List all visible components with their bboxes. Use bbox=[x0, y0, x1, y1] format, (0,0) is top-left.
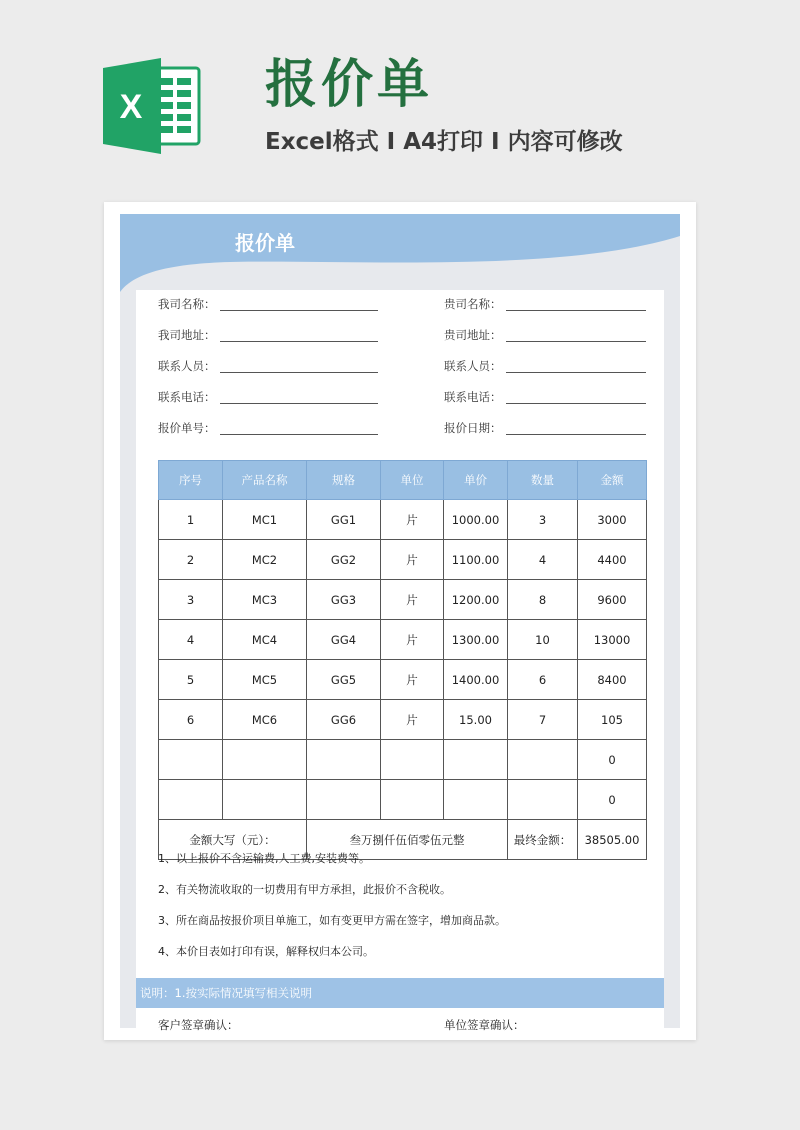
cell-spec[interactable]: GG4 bbox=[307, 620, 381, 660]
table-header-row bbox=[159, 461, 647, 500]
info-line[interactable] bbox=[220, 310, 378, 311]
header-amount: 金额 bbox=[578, 461, 647, 500]
cell-product[interactable]: MC1 bbox=[223, 500, 307, 540]
cell-price[interactable] bbox=[444, 740, 508, 780]
cell-amount[interactable]: 4400 bbox=[578, 540, 647, 580]
cell-price[interactable]: 1100.00 bbox=[444, 540, 508, 580]
remark-text[interactable]: 说明：1.按实际情况填写相关说明 bbox=[140, 986, 312, 1000]
page-subtitle: Excel格式 I A4打印 I 内容可修改 bbox=[265, 129, 623, 155]
info-label: 联系电话： bbox=[158, 390, 216, 404]
table-row bbox=[159, 780, 647, 820]
logo-letter: X bbox=[119, 88, 143, 126]
notes-list bbox=[158, 852, 506, 976]
table-row bbox=[159, 700, 647, 740]
table-row bbox=[159, 500, 647, 540]
table-row bbox=[159, 620, 647, 660]
note-item: 2、有关物流收取的一切费用有甲方承担，此报价不含税收。 bbox=[158, 883, 451, 896]
info-line[interactable] bbox=[506, 434, 646, 435]
header-unit: 单位 bbox=[381, 461, 444, 500]
info-label: 我司地址： bbox=[158, 328, 216, 342]
cell-index[interactable]: 5 bbox=[159, 660, 223, 700]
cell-index[interactable]: 1 bbox=[159, 500, 223, 540]
document-title: 报价单 bbox=[235, 231, 295, 255]
note-item: 3、所在商品按报价项目单施工，如有变更甲方需在签字，增加商品款。 bbox=[158, 914, 506, 927]
table-row bbox=[159, 540, 647, 580]
cell-product[interactable] bbox=[223, 780, 307, 820]
cell-quantity[interactable] bbox=[508, 780, 578, 820]
total-label: 金额大写（元）： bbox=[159, 820, 307, 860]
note-item: 1、以上报价不含运输费,人工费,安装费等。 bbox=[158, 852, 370, 865]
company-signature-label: 单位签章确认： bbox=[444, 1018, 525, 1032]
cell-price[interactable]: 1300.00 bbox=[444, 620, 508, 660]
info-line[interactable] bbox=[506, 403, 646, 404]
cell-spec[interactable]: GG6 bbox=[307, 700, 381, 740]
cell-amount[interactable]: 8400 bbox=[578, 660, 647, 700]
cell-spec[interactable]: GG2 bbox=[307, 540, 381, 580]
final-amount-label: 最终金额： bbox=[508, 820, 578, 860]
document-sheet bbox=[104, 202, 696, 1040]
header-spec: 规格 bbox=[307, 461, 381, 500]
info-line[interactable] bbox=[506, 372, 646, 373]
table-row bbox=[159, 740, 647, 780]
cell-product[interactable]: MC6 bbox=[223, 700, 307, 740]
info-line[interactable] bbox=[506, 341, 646, 342]
cell-price[interactable]: 1200.00 bbox=[444, 580, 508, 620]
header-price: 单价 bbox=[444, 461, 508, 500]
cell-quantity[interactable]: 3 bbox=[508, 500, 578, 540]
info-label: 联系人员： bbox=[158, 359, 216, 373]
cell-amount[interactable]: 0 bbox=[578, 780, 647, 820]
info-line[interactable] bbox=[220, 403, 378, 404]
cell-quantity[interactable]: 10 bbox=[508, 620, 578, 660]
table-row bbox=[159, 580, 647, 620]
document-frame bbox=[120, 214, 680, 1032]
info-line[interactable] bbox=[220, 341, 378, 342]
header-product: 产品名称 bbox=[223, 461, 307, 500]
cell-index[interactable]: 3 bbox=[159, 580, 223, 620]
cell-amount[interactable]: 9600 bbox=[578, 580, 647, 620]
page-title: 报价单 bbox=[265, 55, 434, 115]
cell-amount[interactable]: 13000 bbox=[578, 620, 647, 660]
info-label: 联系电话： bbox=[444, 390, 502, 404]
cell-spec[interactable]: GG5 bbox=[307, 660, 381, 700]
cell-spec[interactable]: GG3 bbox=[307, 580, 381, 620]
cell-unit[interactable]: 片 bbox=[381, 620, 444, 660]
info-line[interactable] bbox=[220, 372, 378, 373]
quote-table bbox=[158, 460, 647, 860]
header-quantity: 数量 bbox=[508, 461, 578, 500]
cell-amount[interactable]: 0 bbox=[578, 740, 647, 780]
info-label: 贵司名称： bbox=[444, 297, 502, 311]
cell-product[interactable]: MC3 bbox=[223, 580, 307, 620]
remark-bar bbox=[136, 978, 664, 1008]
cell-index[interactable] bbox=[159, 780, 223, 820]
info-label: 报价日期： bbox=[444, 421, 502, 435]
cell-price[interactable]: 1000.00 bbox=[444, 500, 508, 540]
cell-product[interactable]: MC4 bbox=[223, 620, 307, 660]
cell-price[interactable]: 15.00 bbox=[444, 700, 508, 740]
cell-unit[interactable]: 片 bbox=[381, 700, 444, 740]
cell-unit[interactable] bbox=[381, 780, 444, 820]
info-label: 贵司地址： bbox=[444, 328, 502, 342]
info-line[interactable] bbox=[506, 310, 646, 311]
cell-index[interactable]: 2 bbox=[159, 540, 223, 580]
table-row bbox=[159, 660, 647, 700]
cell-quantity[interactable]: 4 bbox=[508, 540, 578, 580]
cell-price[interactable]: 1400.00 bbox=[444, 660, 508, 700]
cell-spec[interactable] bbox=[307, 780, 381, 820]
cell-unit[interactable]: 片 bbox=[381, 580, 444, 620]
cell-price[interactable] bbox=[444, 780, 508, 820]
header-index: 序号 bbox=[159, 461, 223, 500]
cell-spec[interactable]: GG1 bbox=[307, 500, 381, 540]
cell-unit[interactable]: 片 bbox=[381, 540, 444, 580]
cell-product[interactable]: MC5 bbox=[223, 660, 307, 700]
excel-logo-icon bbox=[103, 58, 203, 154]
cell-quantity[interactable]: 6 bbox=[508, 660, 578, 700]
cell-amount[interactable]: 3000 bbox=[578, 500, 647, 540]
cell-quantity[interactable]: 8 bbox=[508, 580, 578, 620]
document-content bbox=[136, 290, 664, 1028]
cell-index[interactable]: 4 bbox=[159, 620, 223, 660]
final-amount-value[interactable]: 38505.00 bbox=[578, 820, 647, 860]
cell-unit[interactable]: 片 bbox=[381, 500, 444, 540]
cell-product[interactable]: MC2 bbox=[223, 540, 307, 580]
cell-index[interactable]: 6 bbox=[159, 700, 223, 740]
info-line[interactable] bbox=[220, 434, 378, 435]
cell-quantity[interactable]: 7 bbox=[508, 700, 578, 740]
total-in-words[interactable]: 叁万捌仟伍佰零伍元整 bbox=[307, 820, 508, 860]
cell-product[interactable] bbox=[223, 740, 307, 780]
cell-unit[interactable] bbox=[381, 740, 444, 780]
note-item: 4、本价目表如打印有误，解释权归本公司。 bbox=[158, 945, 374, 958]
cell-index[interactable] bbox=[159, 740, 223, 780]
info-label: 联系人员： bbox=[444, 359, 502, 373]
info-label: 报价单号： bbox=[158, 421, 216, 435]
info-label: 我司名称： bbox=[158, 297, 216, 311]
cell-amount[interactable]: 105 bbox=[578, 700, 647, 740]
customer-signature-label: 客户签章确认： bbox=[158, 1018, 239, 1032]
cell-spec[interactable] bbox=[307, 740, 381, 780]
cell-quantity[interactable] bbox=[508, 740, 578, 780]
cell-unit[interactable]: 片 bbox=[381, 660, 444, 700]
